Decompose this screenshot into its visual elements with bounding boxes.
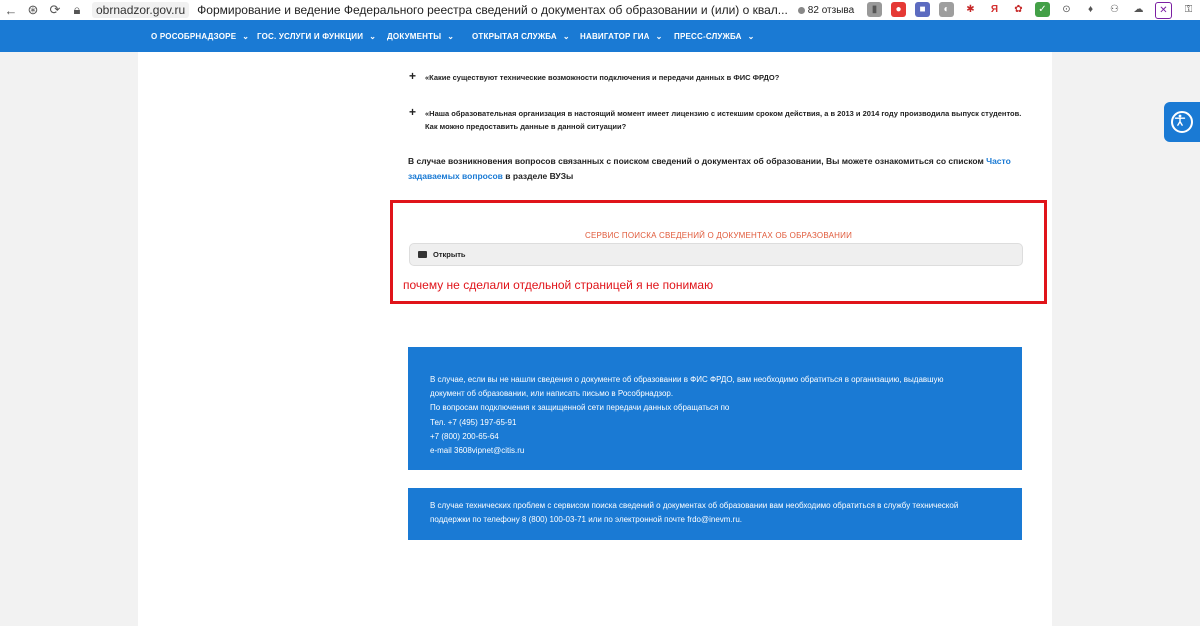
- page-title: Формирование и ведение Федерального реестра сведений о документах об образовании и (или) о квал...: [197, 3, 788, 17]
- plus-icon[interactable]: +: [409, 105, 417, 119]
- faq-item[interactable]: [409, 69, 780, 84]
- address-bar[interactable]: obrnadzor.gov.ru: [92, 2, 189, 18]
- extension-icon[interactable]: ⊙: [1059, 2, 1074, 17]
- yandex-icon[interactable]: Я: [987, 2, 1002, 17]
- reviews-icon: [798, 7, 805, 14]
- reader-icon[interactable]: ⊛: [27, 2, 39, 17]
- faq-question: «Наша образовательная организация в настоящий момент имеет лицензию с истекшим сроком действия, а в 2013 и 2014 году производила выпуск студентов.: [425, 109, 1022, 118]
- extension-icon[interactable]: ✿: [1011, 2, 1026, 17]
- info-text: В случае возникновения вопросов связанных с поиском сведений о документах об образовании, Вы можете ознакомиться со списком: [408, 156, 987, 166]
- extension-icon[interactable]: ⚿: [1181, 2, 1196, 17]
- nav-item-press[interactable]: [674, 32, 755, 41]
- faq-reference-text: [408, 154, 1028, 184]
- extension-icon[interactable]: ♦: [1083, 2, 1098, 17]
- nav-label: ПРЕСС-СЛУЖБА: [674, 31, 742, 41]
- faq-question: «Какие существуют технические возможности подключения и передачи данных в ФИС ФРДО?: [425, 73, 780, 82]
- reviews-label: 82 отзыва: [807, 4, 855, 16]
- browser-toolbar: [0, 0, 1200, 21]
- support-info-box: [408, 488, 1022, 540]
- main-navigation: [0, 20, 1200, 52]
- annotation-note: почему не сделали отдельной страницей я не понимаю: [403, 278, 714, 292]
- support-text: поддержки по телефону 8 (800) 100-03-71 или по электронной почте frdo@inevm.ru.: [430, 515, 743, 525]
- extension-icon[interactable]: ●: [891, 2, 906, 17]
- nav-item-services[interactable]: [257, 32, 376, 41]
- chevron-down-icon: ⌄: [242, 31, 250, 41]
- nav-label: ДОКУМЕНТЫ: [387, 31, 442, 41]
- contact-phone: +7 (800) 200-65-64: [430, 431, 499, 441]
- contact-text: В случае, если вы не нашли сведения о документе об образовании в ФИС ФРДО, вам необходимо обратиться в организацию, выдавшую: [430, 375, 944, 384]
- contact-email[interactable]: e-mail 3608vipnet@citis.ru: [430, 446, 525, 456]
- faq-question-continued: Как можно предоставить данные в данной ситуации?: [425, 122, 627, 131]
- accessibility-icon: [1171, 111, 1193, 133]
- chevron-down-icon: ⌄: [369, 31, 377, 41]
- contact-text: По вопросам подключения к защищенной сети передачи данных обращаться по: [430, 403, 730, 413]
- contact-text: документ об образовании, или написать письмо в Рособрнадзор.: [430, 389, 674, 399]
- contact-phone: Тел. +7 (495) 197-65-91: [430, 417, 517, 427]
- nav-item-documents[interactable]: [387, 32, 454, 41]
- folder-icon: [418, 251, 427, 258]
- support-text: В случае технических проблем с сервисом поиска сведений о документах об образовании вам необходимо обратиться в службу технической: [430, 501, 959, 510]
- lock-icon[interactable]: 🔒︎: [73, 2, 81, 17]
- main-content: [138, 52, 1052, 626]
- info-text-suffix: в разделе ВУЗы: [502, 171, 574, 181]
- reviews-badge[interactable]: [798, 5, 854, 16]
- plus-icon[interactable]: +: [409, 69, 417, 83]
- chevron-down-icon: ⌄: [447, 31, 455, 41]
- nav-label: О РОСОБРНАДЗОРЕ: [151, 31, 237, 41]
- service-title: СЕРВИС ПОИСКА СВЕДЕНИЙ О ДОКУМЕНТАХ ОБ ОБРАЗОВАНИИ: [584, 231, 853, 240]
- bookmark-icon[interactable]: ▮: [867, 2, 882, 17]
- chevron-down-icon: ⌄: [655, 31, 663, 41]
- faq-link[interactable]: Часто задаваемых вопросов: [408, 156, 1011, 181]
- extension-icon[interactable]: ◐: [939, 2, 954, 17]
- shield-icon[interactable]: ✓: [1035, 2, 1050, 17]
- cloud-icon[interactable]: ☁: [1131, 2, 1146, 17]
- open-label: Открыть: [433, 250, 466, 259]
- nav-item-gia[interactable]: [580, 32, 663, 41]
- open-accordion-button[interactable]: [409, 243, 1023, 266]
- reload-icon[interactable]: ⟳: [49, 2, 61, 17]
- faq-item[interactable]: [409, 105, 1022, 133]
- chevron-down-icon: ⌄: [562, 31, 570, 41]
- nav-label: ОТКРЫТАЯ СЛУЖБА: [472, 31, 557, 41]
- nav-item-about[interactable]: [151, 32, 249, 41]
- accessibility-button[interactable]: [1164, 102, 1200, 142]
- extension-icon[interactable]: ⚇: [1107, 2, 1122, 17]
- nav-label: НАВИГАТОР ГИА: [580, 31, 650, 41]
- nav-label: ГОС. УСЛУГИ И ФУНКЦИИ: [257, 31, 364, 41]
- back-icon[interactable]: ←: [4, 2, 18, 18]
- extension-icon[interactable]: ✱: [963, 2, 978, 17]
- extension-icons: [867, 2, 1196, 19]
- contact-info-box: [408, 347, 1022, 470]
- extension-icon[interactable]: ✕: [1155, 2, 1172, 19]
- chevron-down-icon: ⌄: [747, 31, 755, 41]
- annotation-highlight-box: [390, 200, 1047, 304]
- extension-icon[interactable]: ■: [915, 2, 930, 17]
- nav-item-open-service[interactable]: [472, 32, 570, 41]
